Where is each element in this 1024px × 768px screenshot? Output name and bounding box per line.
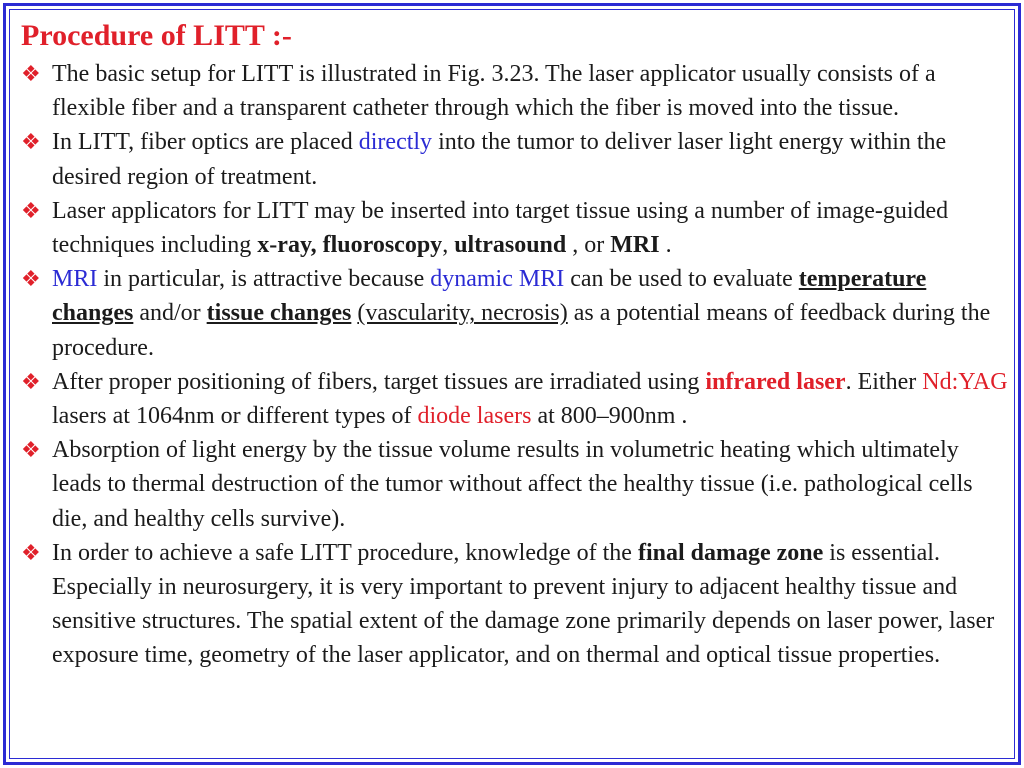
bullet-3 <box>21 194 1010 262</box>
bullet-text: in particular, is attractive because <box>97 266 431 293</box>
diamond-flower-icon: ❖ <box>21 437 41 463</box>
bullet-5 <box>21 365 1010 433</box>
emphasis-xray-fluoroscopy: x-ray, fluoroscopy <box>257 232 443 259</box>
diamond-flower-icon: ❖ <box>21 368 41 394</box>
slide-title: Procedure of LITT :- <box>21 19 292 52</box>
diamond-flower-icon: ❖ <box>21 61 41 86</box>
bullet-text: . Either <box>845 368 923 395</box>
bullet-text: can be used to evaluate <box>564 266 799 293</box>
emphasis-temperature-changes: temperature changes <box>52 266 927 327</box>
bullet-text: Laser applicators for LITT may be inserted into target tissue using a number of image-guided techniques including <box>52 197 949 259</box>
emphasis-vascularity-necrosis: (vascularity, necrosis) <box>357 300 568 327</box>
emphasis-final-damage-zone: final damage zone <box>637 539 824 566</box>
emphasis-diode-lasers: diode lasers <box>417 403 532 430</box>
bullet-text: In LITT, fiber optics are placed <box>52 129 359 156</box>
bullet-text: as a potential means of feedback during the procedure. <box>52 300 991 361</box>
bullet-list <box>21 57 1010 673</box>
bullet-2 <box>21 125 1010 193</box>
bullet-text: , <box>442 232 455 259</box>
bullet-text: into the tumor to deliver laser light energy within the desired region of treatment. <box>52 129 947 190</box>
emphasis-mri-blue: MRI <box>52 266 98 293</box>
bullet-4 <box>21 262 1010 365</box>
emphasis-mri: MRI <box>610 232 660 259</box>
diamond-flower-icon: ❖ <box>21 129 41 155</box>
emphasis-directly: directly <box>358 129 433 156</box>
bullet-text: and/or <box>133 300 207 327</box>
bullet-text: . <box>659 232 672 259</box>
bullet-1 <box>21 57 1010 125</box>
bullet-text: The basic setup for LITT is illustrated in Fig. 3.23. The laser applicator usually consists of a flexible fiber and a transparent catheter through which the fiber is moved into the tissue. <box>52 61 936 122</box>
emphasis-infrared-laser: infrared laser <box>705 368 846 395</box>
bullet-text: lasers at 1064nm or different types of <box>52 403 418 430</box>
diamond-flower-icon: ❖ <box>21 197 41 223</box>
emphasis-tissue-changes: tissue changes <box>206 300 352 327</box>
bullet-text: In order to achieve a safe LITT procedure, knowledge of the <box>52 539 638 566</box>
emphasis-dynamic-mri: dynamic MRI <box>430 266 565 293</box>
bullet-text: is essential. Especially in neurosurgery, it is very important to prevent injury to adjacent healthy tissue and sensitive structures. The spatial extent of the damage zone primarily depends on laser power, laser exposure time, geometry of the laser applicator, and on thermal and optical tissue properties. <box>52 539 995 669</box>
emphasis-ndyag: Nd:YAG <box>922 368 1008 395</box>
diamond-flower-icon: ❖ <box>21 266 41 292</box>
bullet-text: at 800–900nm . <box>531 403 688 430</box>
bullet-text: , or <box>566 232 611 259</box>
emphasis-ultrasound: ultrasound <box>454 232 567 259</box>
diamond-flower-icon: ❖ <box>21 539 41 565</box>
bullet-6 <box>21 433 1010 536</box>
bullet-7 <box>21 536 1010 673</box>
bullet-text: Absorption of light energy by the tissue volume results in volumetric heating which ultimately leads to thermal destruction of the tumor without affect the healthy tissue (i.e. pathological cells die, and healthy cells survive). <box>52 437 973 532</box>
bullet-text: After proper positioning of fibers, target tissues are irradiated using <box>52 368 706 395</box>
